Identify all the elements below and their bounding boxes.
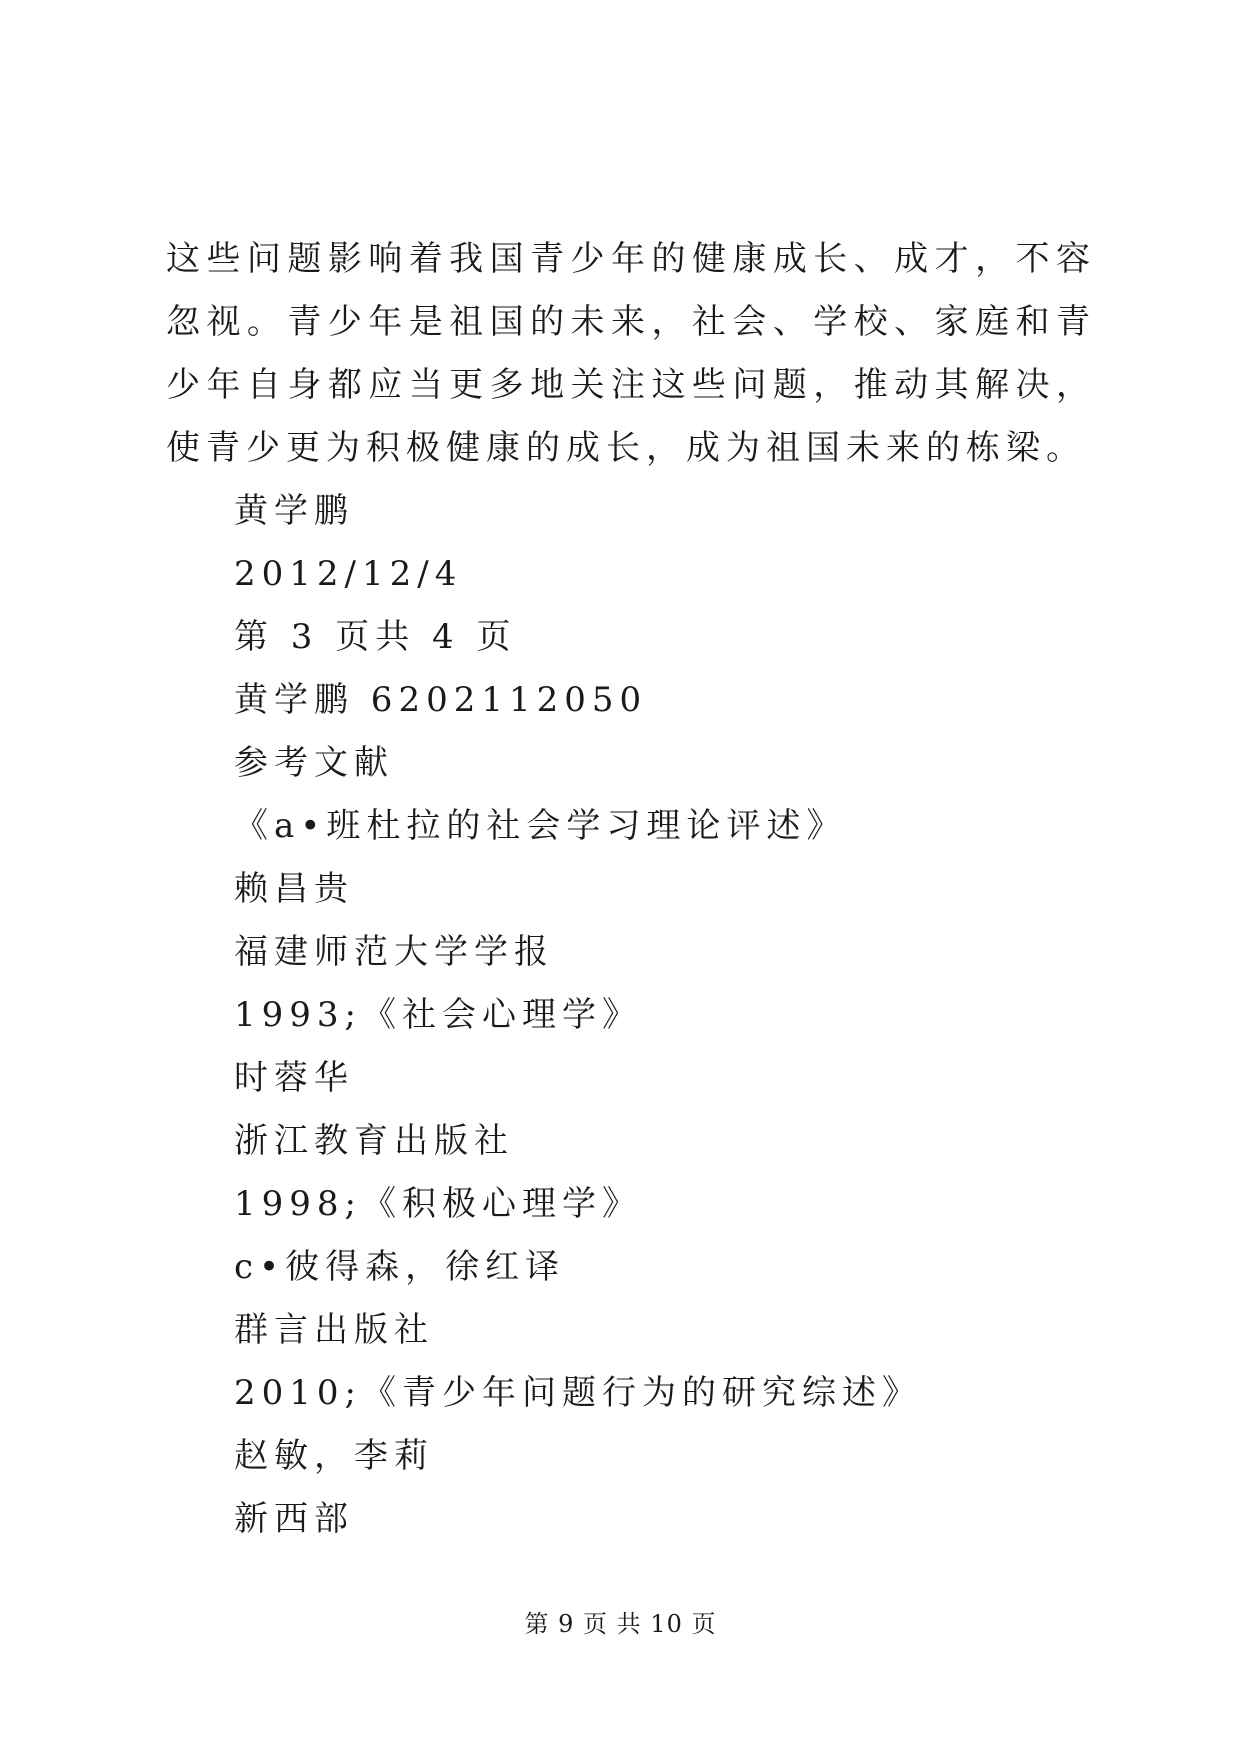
reference-line: 新西部 — [234, 1499, 354, 1539]
page-footer: 第 9 页 共 10 页 — [524, 1610, 717, 1638]
reference-line: 1998;《积极心理学》 — [234, 1184, 642, 1224]
reference-line: 浙江教育出版社 — [234, 1121, 514, 1161]
reference-line: 《a•班杜拉的社会学习理论评述》 — [234, 806, 847, 846]
inner-page-label: 第 3 页共 4 页 — [234, 617, 517, 657]
reference-line: 福建师范大学学报 — [234, 932, 554, 972]
reference-line: 2010;《青少年问题行为的研究综述》 — [234, 1373, 922, 1413]
body-paragraph: 这些问题影响着我国青少年的健康成长、成才，不容忽视。青少年是祖国的未来，社会、学校、家庭和青少年自身都应当更多地关注这些问题，推动其解决，使青少更为积极健康的成长，成为祖国未来的栋梁。 — [166, 239, 1096, 468]
date-line: 2012/12/4 — [234, 554, 463, 594]
references-heading: 参考文献 — [234, 743, 394, 783]
reference-line: 赖昌贵 — [234, 869, 354, 909]
reference-line: 群言出版社 — [234, 1310, 434, 1350]
author-id-line: 黄学鹏 6202112050 — [234, 680, 648, 720]
reference-line: 时蓉华 — [234, 1058, 354, 1098]
reference-line: c•彼得森，徐红译 — [234, 1247, 566, 1287]
author-name: 黄学鹏 — [234, 491, 354, 531]
reference-line: 1993;《社会心理学》 — [234, 995, 642, 1035]
reference-line: 赵敏，李莉 — [234, 1436, 434, 1476]
document-body — [166, 228, 1096, 1551]
